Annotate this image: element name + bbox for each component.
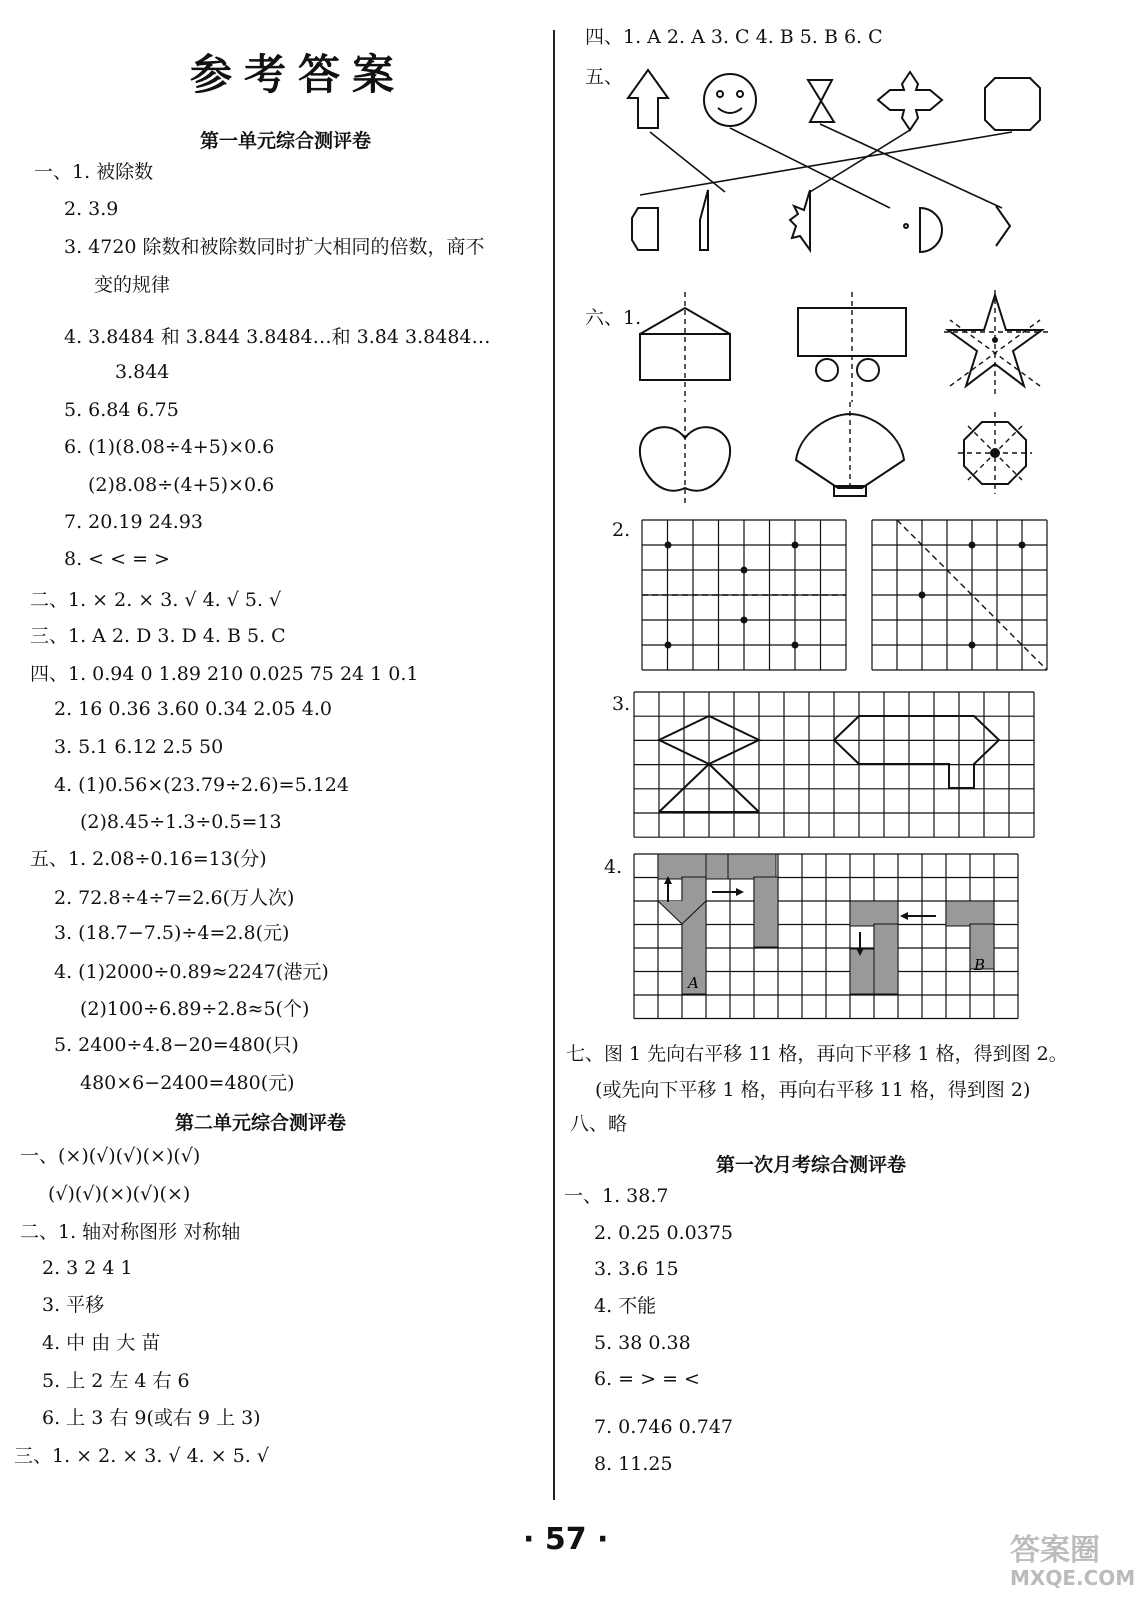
- answer-line: 5. 2400÷4.8−20=480(只): [54, 1034, 299, 1056]
- answer-line: 2. 72.8÷4÷7=2.6(万人次): [54, 887, 295, 909]
- answer-line: 一、1. 被除数: [34, 161, 154, 183]
- arrow-shape: [628, 70, 668, 128]
- grid-dot: [792, 642, 799, 649]
- answer-line: 3. 4720 除数和被除数同时扩大相同的倍数，商不: [64, 236, 485, 258]
- answer-line: 5. 38 0.38: [594, 1332, 691, 1354]
- answer-line: 3. 平移: [42, 1294, 105, 1316]
- answer-line: 3.: [612, 693, 631, 715]
- answer-line: 5. 上 2 左 4 右 6: [42, 1370, 190, 1392]
- answer-line: 8. < < = >: [64, 548, 170, 570]
- shaded-cell: [874, 924, 898, 994]
- watermark-logo: 答案圈 MXQE.COM: [1010, 1533, 1136, 1590]
- answer-line: 7. 20.19 24.93: [64, 511, 203, 533]
- answer-line: 三、1. × 2. × 3. √ 4. × 5. √: [14, 1445, 269, 1467]
- answer-line: 五、: [585, 66, 624, 88]
- grid-dot: [665, 642, 672, 649]
- answer-line: 六、1.: [585, 307, 642, 329]
- page-title: 参考答案: [190, 50, 407, 99]
- shaded-cell: [728, 854, 776, 879]
- answer-line: 五、1. 2.08÷0.16=13(分): [30, 848, 267, 870]
- answer-line: (2)8.45÷1.3÷0.5=13: [80, 811, 282, 833]
- answer-line: 4. 不能: [594, 1295, 657, 1317]
- answer-line: 二、1. × 2. × 3. √ 4. √ 5. √: [30, 589, 282, 611]
- grid-figure-2: [640, 518, 1050, 670]
- answer-line: (2)8.08÷(4+5)×0.6: [88, 474, 275, 496]
- octagon-shape: [985, 78, 1040, 130]
- answer-line: 2.: [612, 519, 631, 541]
- answer-line: 5. 6.84 6.75: [64, 399, 179, 421]
- left-arrow-icon: [900, 912, 908, 920]
- unit1-title: 第一单元综合测评卷: [200, 130, 372, 152]
- column-divider: [553, 30, 555, 1500]
- grid-figure-4: [632, 852, 1022, 1022]
- answer-line: 6. 上 3 右 9(或右 9 上 3): [42, 1407, 261, 1429]
- answer-line: 一、(×)(√)(√)(×)(√): [20, 1145, 201, 1167]
- answer-line: 四、1. 0.94 0 1.89 210 0.025 75 24 1 0.1: [30, 663, 419, 685]
- grid-dot: [665, 542, 672, 549]
- page-number: · 57 ·: [523, 1522, 609, 1557]
- answer-line: (2)100÷6.89÷2.8≈5(个): [80, 998, 310, 1020]
- matching-figure: [600, 60, 1060, 260]
- answer-line: 2. 0.25 0.0375: [594, 1222, 733, 1244]
- answer-line: 3.844: [115, 361, 170, 383]
- grid-dot: [741, 567, 748, 574]
- grid-dot: [919, 592, 926, 599]
- answer-line: 6. (1)(8.08÷4+5)×0.6: [64, 436, 275, 458]
- answer-line: (√)(√)(×)(√)(×): [48, 1183, 191, 1205]
- answer-line: 4. (1)0.56×(23.79÷2.6)=5.124: [54, 774, 349, 796]
- smiley-shape: [704, 74, 756, 126]
- answer-line: 3. 5.1 6.12 2.5 50: [54, 736, 224, 758]
- answer-line: 4. (1)2000÷0.89≈2247(港元): [54, 961, 329, 983]
- hourglass-shape: [808, 80, 834, 122]
- shaded-cell: [850, 901, 898, 926]
- unit2-title: 第二单元综合测评卷: [175, 1112, 347, 1134]
- shaded-cell: [754, 877, 778, 947]
- figure-label-a: A: [688, 974, 699, 992]
- shaded-cell: [946, 901, 994, 926]
- grid-dot: [969, 642, 976, 649]
- answer-line: 变的规律: [94, 274, 171, 296]
- grid-dot: [1019, 542, 1026, 549]
- answer-line: 三、1. A 2. D 3. D 4. B 5. C: [30, 625, 286, 647]
- answer-line: 2. 16 0.36 3.60 0.34 2.05 4.0: [54, 698, 332, 720]
- shaded-cell: [658, 854, 706, 879]
- answer-line: 3. (18.7−7.5)÷4=2.8(元): [54, 922, 290, 944]
- answer-line: 七、图 1 先向右平移 11 格，再向下平移 1 格，得到图 2。: [566, 1043, 1068, 1065]
- grid-dot: [969, 542, 976, 549]
- answer-line: 4. 中 由 大 苗: [42, 1332, 161, 1354]
- answer-line: 8. 11.25: [594, 1453, 673, 1475]
- answer-line: 6. = > = <: [594, 1368, 700, 1390]
- right-arrow-icon: [736, 888, 744, 896]
- answer-line: 7. 0.7̇46̇ 0.747: [594, 1416, 733, 1438]
- answer-line: 一、1. 38.7: [564, 1185, 669, 1207]
- answer-line: 4.: [604, 856, 623, 878]
- answer-line: 480×6−2400=480(元): [80, 1072, 295, 1094]
- answer-line: (或先向下平移 1 格，再向右平移 11 格，得到图 2): [595, 1079, 1031, 1101]
- cross-star-shape: [878, 72, 942, 130]
- answer-line: 八、略: [570, 1113, 628, 1135]
- figure-label-b: B: [974, 956, 986, 974]
- answer-line: 2. 3 2 4 1: [42, 1257, 133, 1279]
- grid-dot: [741, 617, 748, 624]
- symmetry-figure: [630, 290, 1050, 505]
- answer-line: 3. 3.6 15: [594, 1258, 679, 1280]
- shaded-cell: [706, 854, 730, 879]
- grid-figure-3: [632, 690, 1037, 838]
- shaded-cell: [850, 949, 874, 994]
- answer-line: 4. 3.8484 和 3.844 3.8484…和 3.8̇4̇ 3.8484…: [64, 326, 491, 348]
- answer-line: 四、1. A 2. A 3. C 4. B 5. B 6. C: [585, 26, 883, 48]
- answer-line: 2. 3.9: [64, 198, 119, 220]
- answer-line: 二、1. 轴对称图形 对称轴: [20, 1221, 241, 1243]
- month-test-title: 第一次月考综合测评卷: [716, 1154, 907, 1176]
- grid-dot: [792, 542, 799, 549]
